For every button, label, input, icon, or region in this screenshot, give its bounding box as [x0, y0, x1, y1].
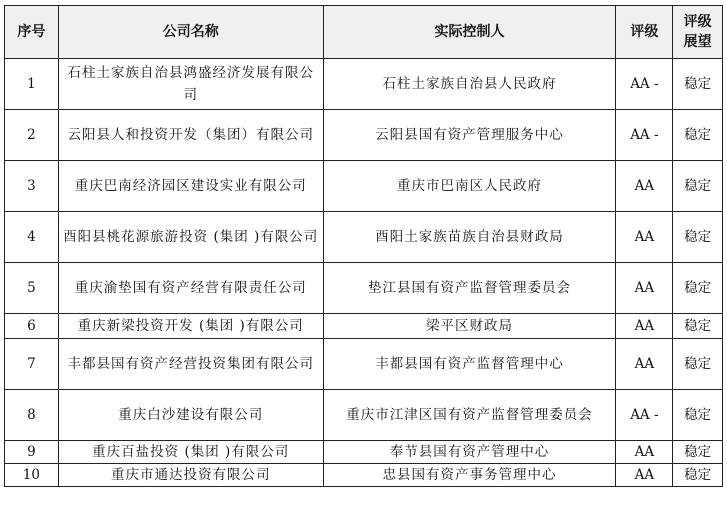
cell-company: 云阳县人和投资开发（集团）有限公司 — [58, 110, 323, 161]
cell-controller: 重庆市巴南区人民政府 — [323, 161, 616, 212]
cell-rating: AA — [616, 441, 673, 464]
cell-company: 重庆百盐投资 (集团 )有限公司 — [58, 441, 323, 464]
cell-no: 6 — [5, 314, 59, 339]
cell-rating: AA — [616, 161, 673, 212]
table-row — [5, 212, 723, 263]
cell-company: 重庆白沙建设有限公司 — [58, 390, 323, 441]
cell-no: 10 — [5, 464, 59, 487]
cell-outlook: 稳定 — [673, 314, 723, 339]
table-row — [5, 110, 723, 161]
rating-table-container — [4, 5, 723, 487]
cell-rating: AA — [616, 314, 673, 339]
header-rating: 评级 — [616, 6, 673, 59]
cell-no: 5 — [5, 263, 59, 314]
cell-rating: AA — [616, 464, 673, 487]
company-rating-table — [4, 5, 723, 487]
cell-controller: 重庆市江津区国有资产监督管理委员会 — [323, 390, 616, 441]
header-controller: 实际控制人 — [323, 6, 616, 59]
cell-company: 重庆市通达投资有限公司 — [58, 464, 323, 487]
cell-outlook: 稳定 — [673, 110, 723, 161]
cell-rating: AA - — [616, 390, 673, 441]
header-row — [5, 6, 723, 59]
cell-no: 3 — [5, 161, 59, 212]
table-row — [5, 161, 723, 212]
cell-no: 7 — [5, 339, 59, 390]
cell-controller: 云阳县国有资产管理服务中心 — [323, 110, 616, 161]
cell-controller: 奉节县国有资产管理中心 — [323, 441, 616, 464]
cell-outlook: 稳定 — [673, 161, 723, 212]
cell-outlook: 稳定 — [673, 59, 723, 110]
table-row — [5, 390, 723, 441]
table-row — [5, 314, 723, 339]
table-row — [5, 464, 723, 487]
cell-no: 4 — [5, 212, 59, 263]
cell-controller: 垫江县国有资产监督管理委员会 — [323, 263, 616, 314]
cell-controller: 酉阳土家族苗族自治县财政局 — [323, 212, 616, 263]
cell-outlook: 稳定 — [673, 390, 723, 441]
cell-outlook: 稳定 — [673, 263, 723, 314]
cell-company: 酉阳县桃花源旅游投资 (集团 )有限公司 — [58, 212, 323, 263]
table-row — [5, 263, 723, 314]
cell-company: 重庆渝垫国有资产经营有限责任公司 — [58, 263, 323, 314]
cell-no: 2 — [5, 110, 59, 161]
cell-company: 重庆新梁投资开发 (集团 )有限公司 — [58, 314, 323, 339]
cell-no: 8 — [5, 390, 59, 441]
cell-controller: 忠县国有资产事务管理中心 — [323, 464, 616, 487]
table-row — [5, 441, 723, 464]
table-header — [5, 6, 723, 59]
cell-outlook: 稳定 — [673, 339, 723, 390]
cell-company: 重庆巴南经济园区建设实业有限公司 — [58, 161, 323, 212]
table-row — [5, 59, 723, 110]
cell-rating: AA — [616, 212, 673, 263]
cell-no: 9 — [5, 441, 59, 464]
cell-rating: AA — [616, 339, 673, 390]
header-outlook: 评级展望 — [673, 6, 723, 59]
table-row — [5, 339, 723, 390]
header-no: 序号 — [5, 6, 59, 59]
cell-controller: 丰都县国有资产监督管理中心 — [323, 339, 616, 390]
cell-rating: AA - — [616, 110, 673, 161]
cell-company: 丰都县国有资产经营投资集团有限公司 — [58, 339, 323, 390]
cell-outlook: 稳定 — [673, 441, 723, 464]
cell-outlook: 稳定 — [673, 212, 723, 263]
cell-rating: AA — [616, 263, 673, 314]
cell-no: 1 — [5, 59, 59, 110]
cell-outlook: 稳定 — [673, 464, 723, 487]
table-body — [5, 59, 723, 487]
cell-company: 石柱土家族自治县鸿盛经济发展有限公司 — [58, 59, 323, 110]
cell-controller: 石柱土家族自治县人民政府 — [323, 59, 616, 110]
cell-controller: 梁平区财政局 — [323, 314, 616, 339]
header-company: 公司名称 — [58, 6, 323, 59]
cell-rating: AA - — [616, 59, 673, 110]
